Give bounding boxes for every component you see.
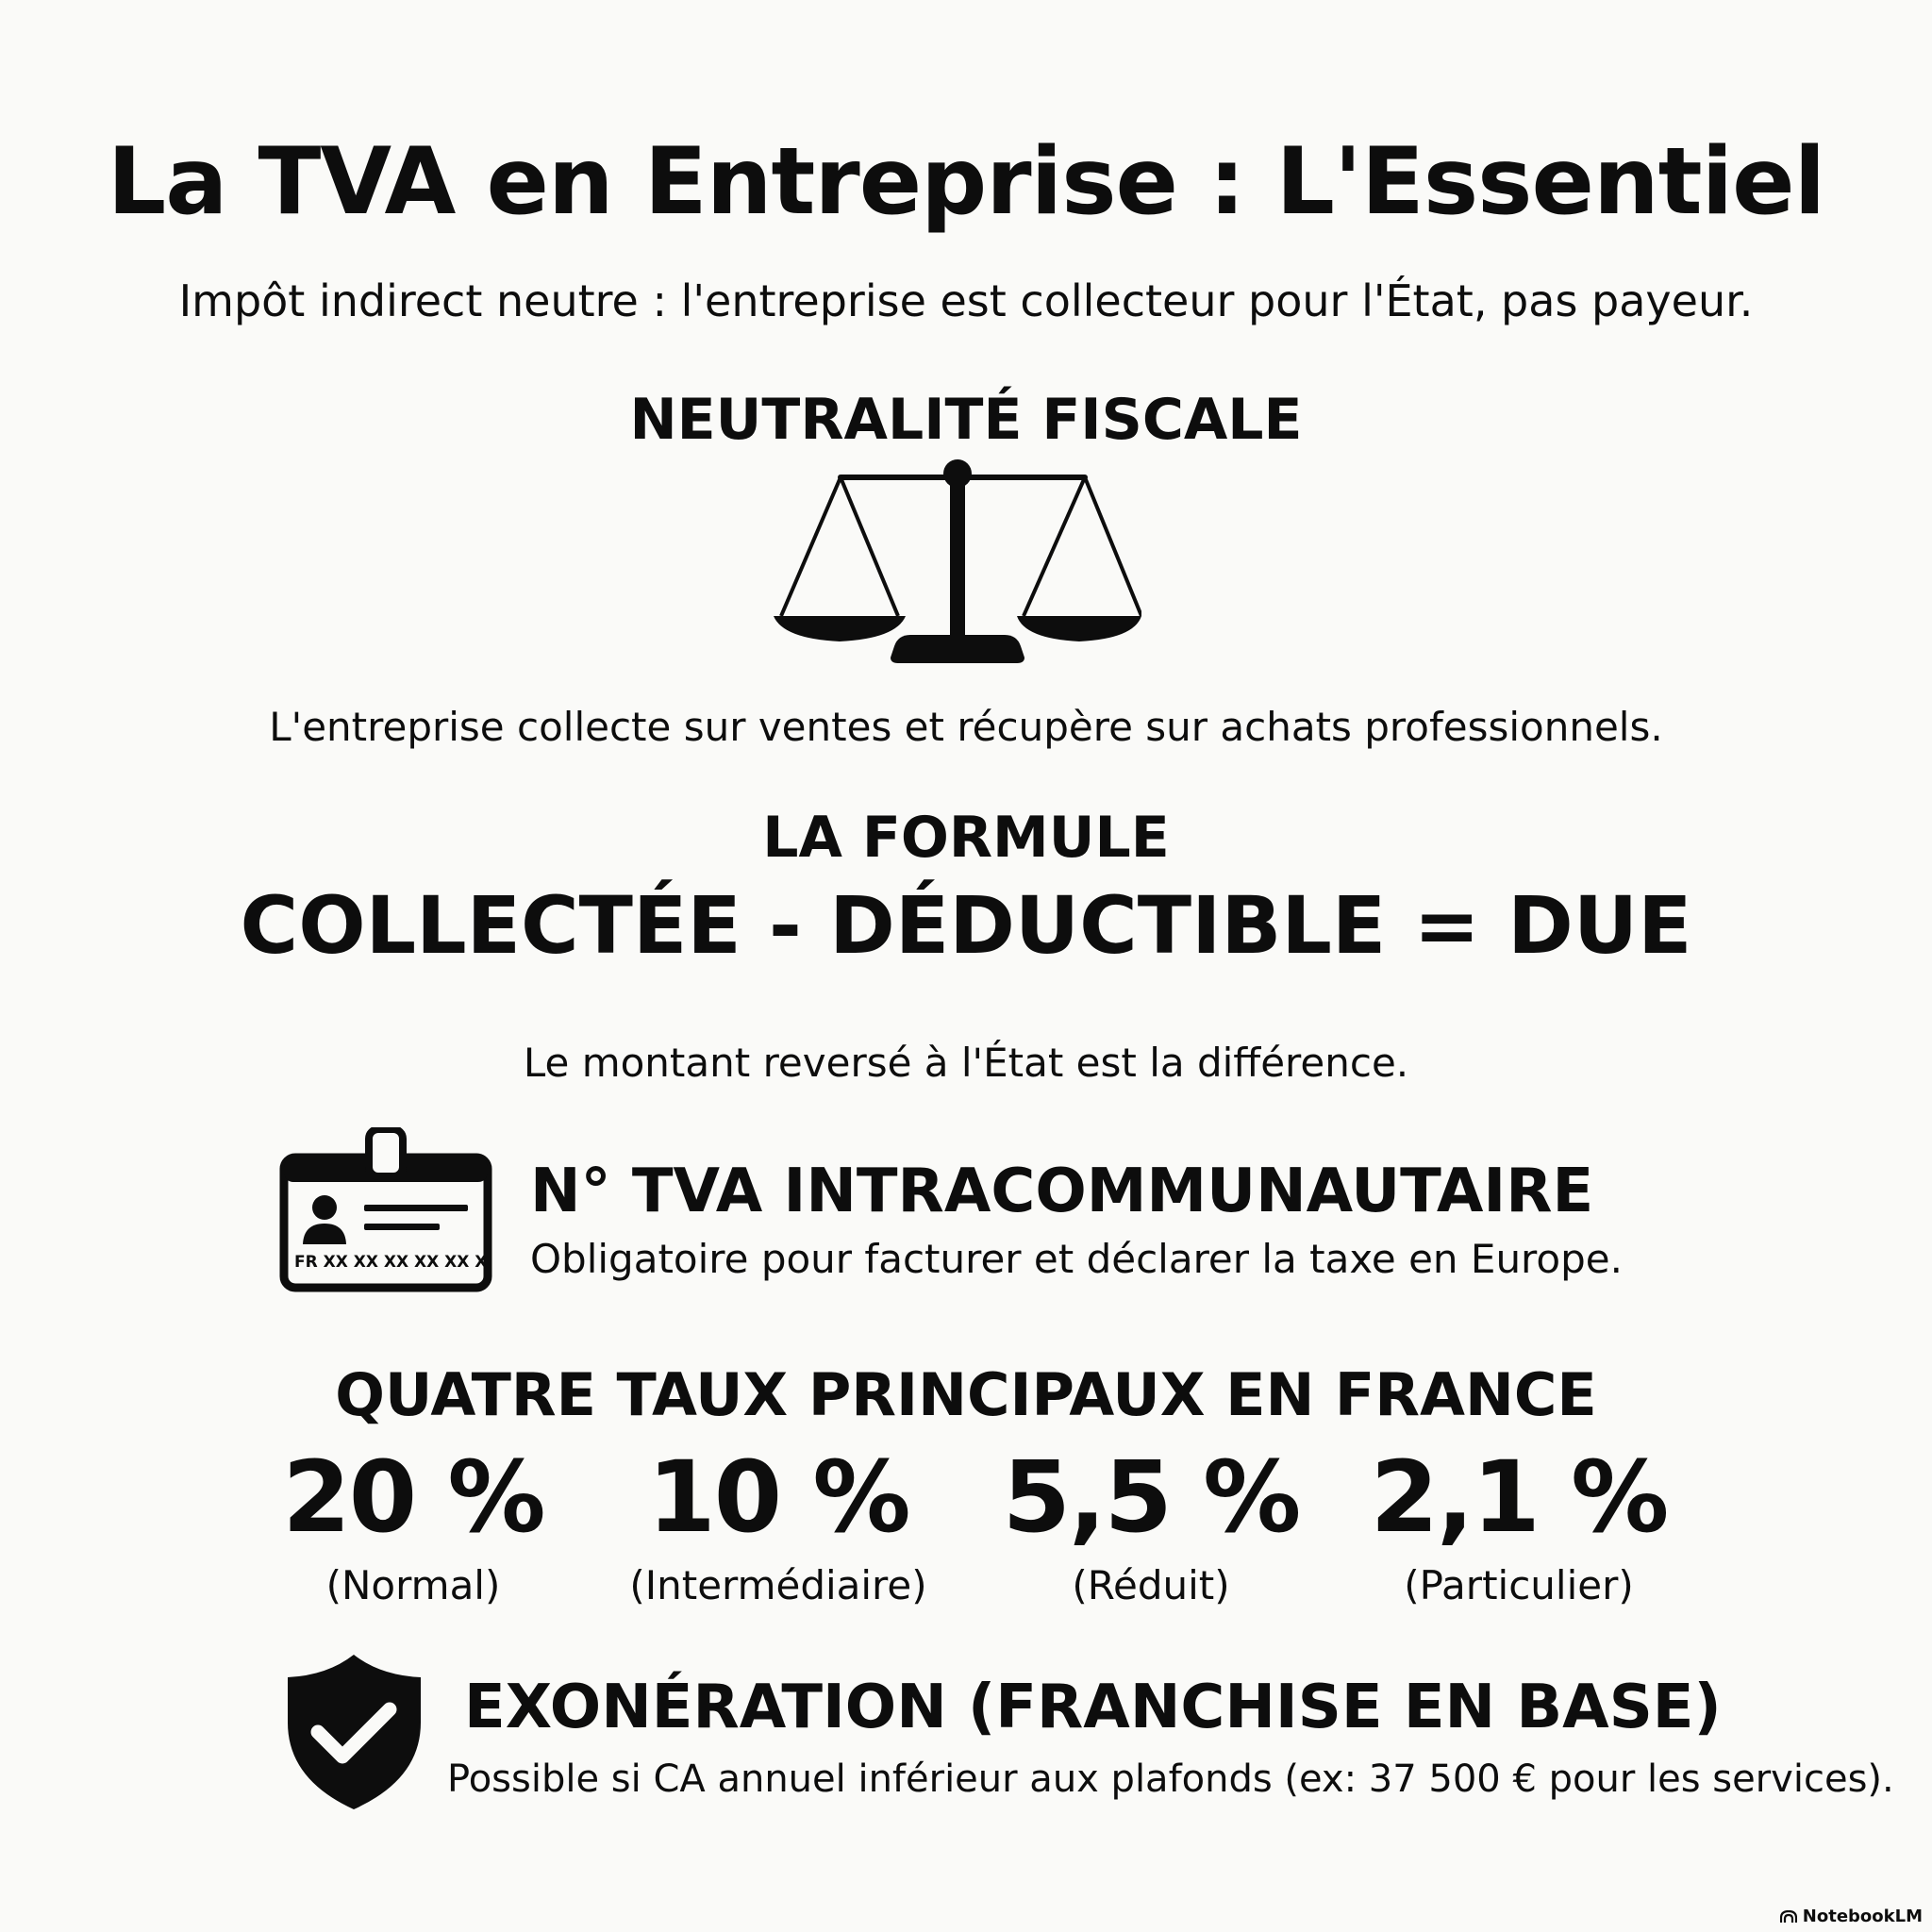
rate-item-particulier — [1358, 1440, 1679, 1610]
shield-check-icon — [286, 1653, 423, 1811]
formula-heading: LA FORMULE — [762, 805, 1170, 871]
page-title: La TVA en Entreprise : L'Essentiel — [107, 128, 1825, 236]
rate-value: 10 % — [647, 1440, 909, 1555]
neutrality-heading: NEUTRALITÉ FISCALE — [629, 387, 1303, 453]
id-card-icon — [279, 1127, 492, 1293]
rate-value: 2,1 % — [1370, 1440, 1668, 1555]
neutrality-text: L'entreprise collecte sur ventes et récupère sur achats professionnels. — [269, 704, 1663, 750]
rate-item-reduit — [991, 1440, 1311, 1610]
footer-brand — [1780, 1907, 1923, 1926]
rates-heading: QUATRE TAUX PRINCIPAUX EN FRANCE — [335, 1360, 1597, 1429]
rate-label: (Intermédiaire) — [629, 1562, 927, 1609]
id-card-number: FR XX XX XX XX XX X — [294, 1253, 488, 1272]
rate-label: (Particulier) — [1404, 1562, 1634, 1609]
balance-scale-icon — [774, 458, 1141, 689]
rate-item-intermediaire — [618, 1440, 939, 1610]
rate-value: 20 % — [282, 1440, 544, 1555]
exoneration-text: Possible si CA annuel inférieur aux plafonds (ex: 37 500 € pour les services). — [447, 1757, 1894, 1801]
rate-label: (Réduit) — [1072, 1562, 1230, 1609]
page-subtitle: Impôt indirect neutre : l'entreprise est collecteur pour l'État, pas payeur. — [178, 275, 1754, 326]
vat-number-text: Obligatoire pour facturer et déclarer la taxe en Europe. — [530, 1236, 1623, 1282]
vat-number-heading: N° TVA INTRACOMMUNAUTAIRE — [530, 1157, 1594, 1226]
rate-item-normal — [253, 1440, 574, 1610]
formula-text: Le montant reversé à l'État est la différence. — [523, 1040, 1409, 1086]
rate-value: 5,5 % — [1002, 1440, 1300, 1555]
rate-label: (Normal) — [325, 1562, 501, 1609]
formula-equation: COLLECTÉE - DÉDUCTIBLE = DUE — [240, 879, 1692, 972]
footer-brand-label: NotebookLM — [1802, 1907, 1923, 1926]
notebooklm-logo-icon — [1780, 1910, 1797, 1924]
exoneration-heading: EXONÉRATION (FRANCHISE EN BASE) — [464, 1673, 1722, 1742]
